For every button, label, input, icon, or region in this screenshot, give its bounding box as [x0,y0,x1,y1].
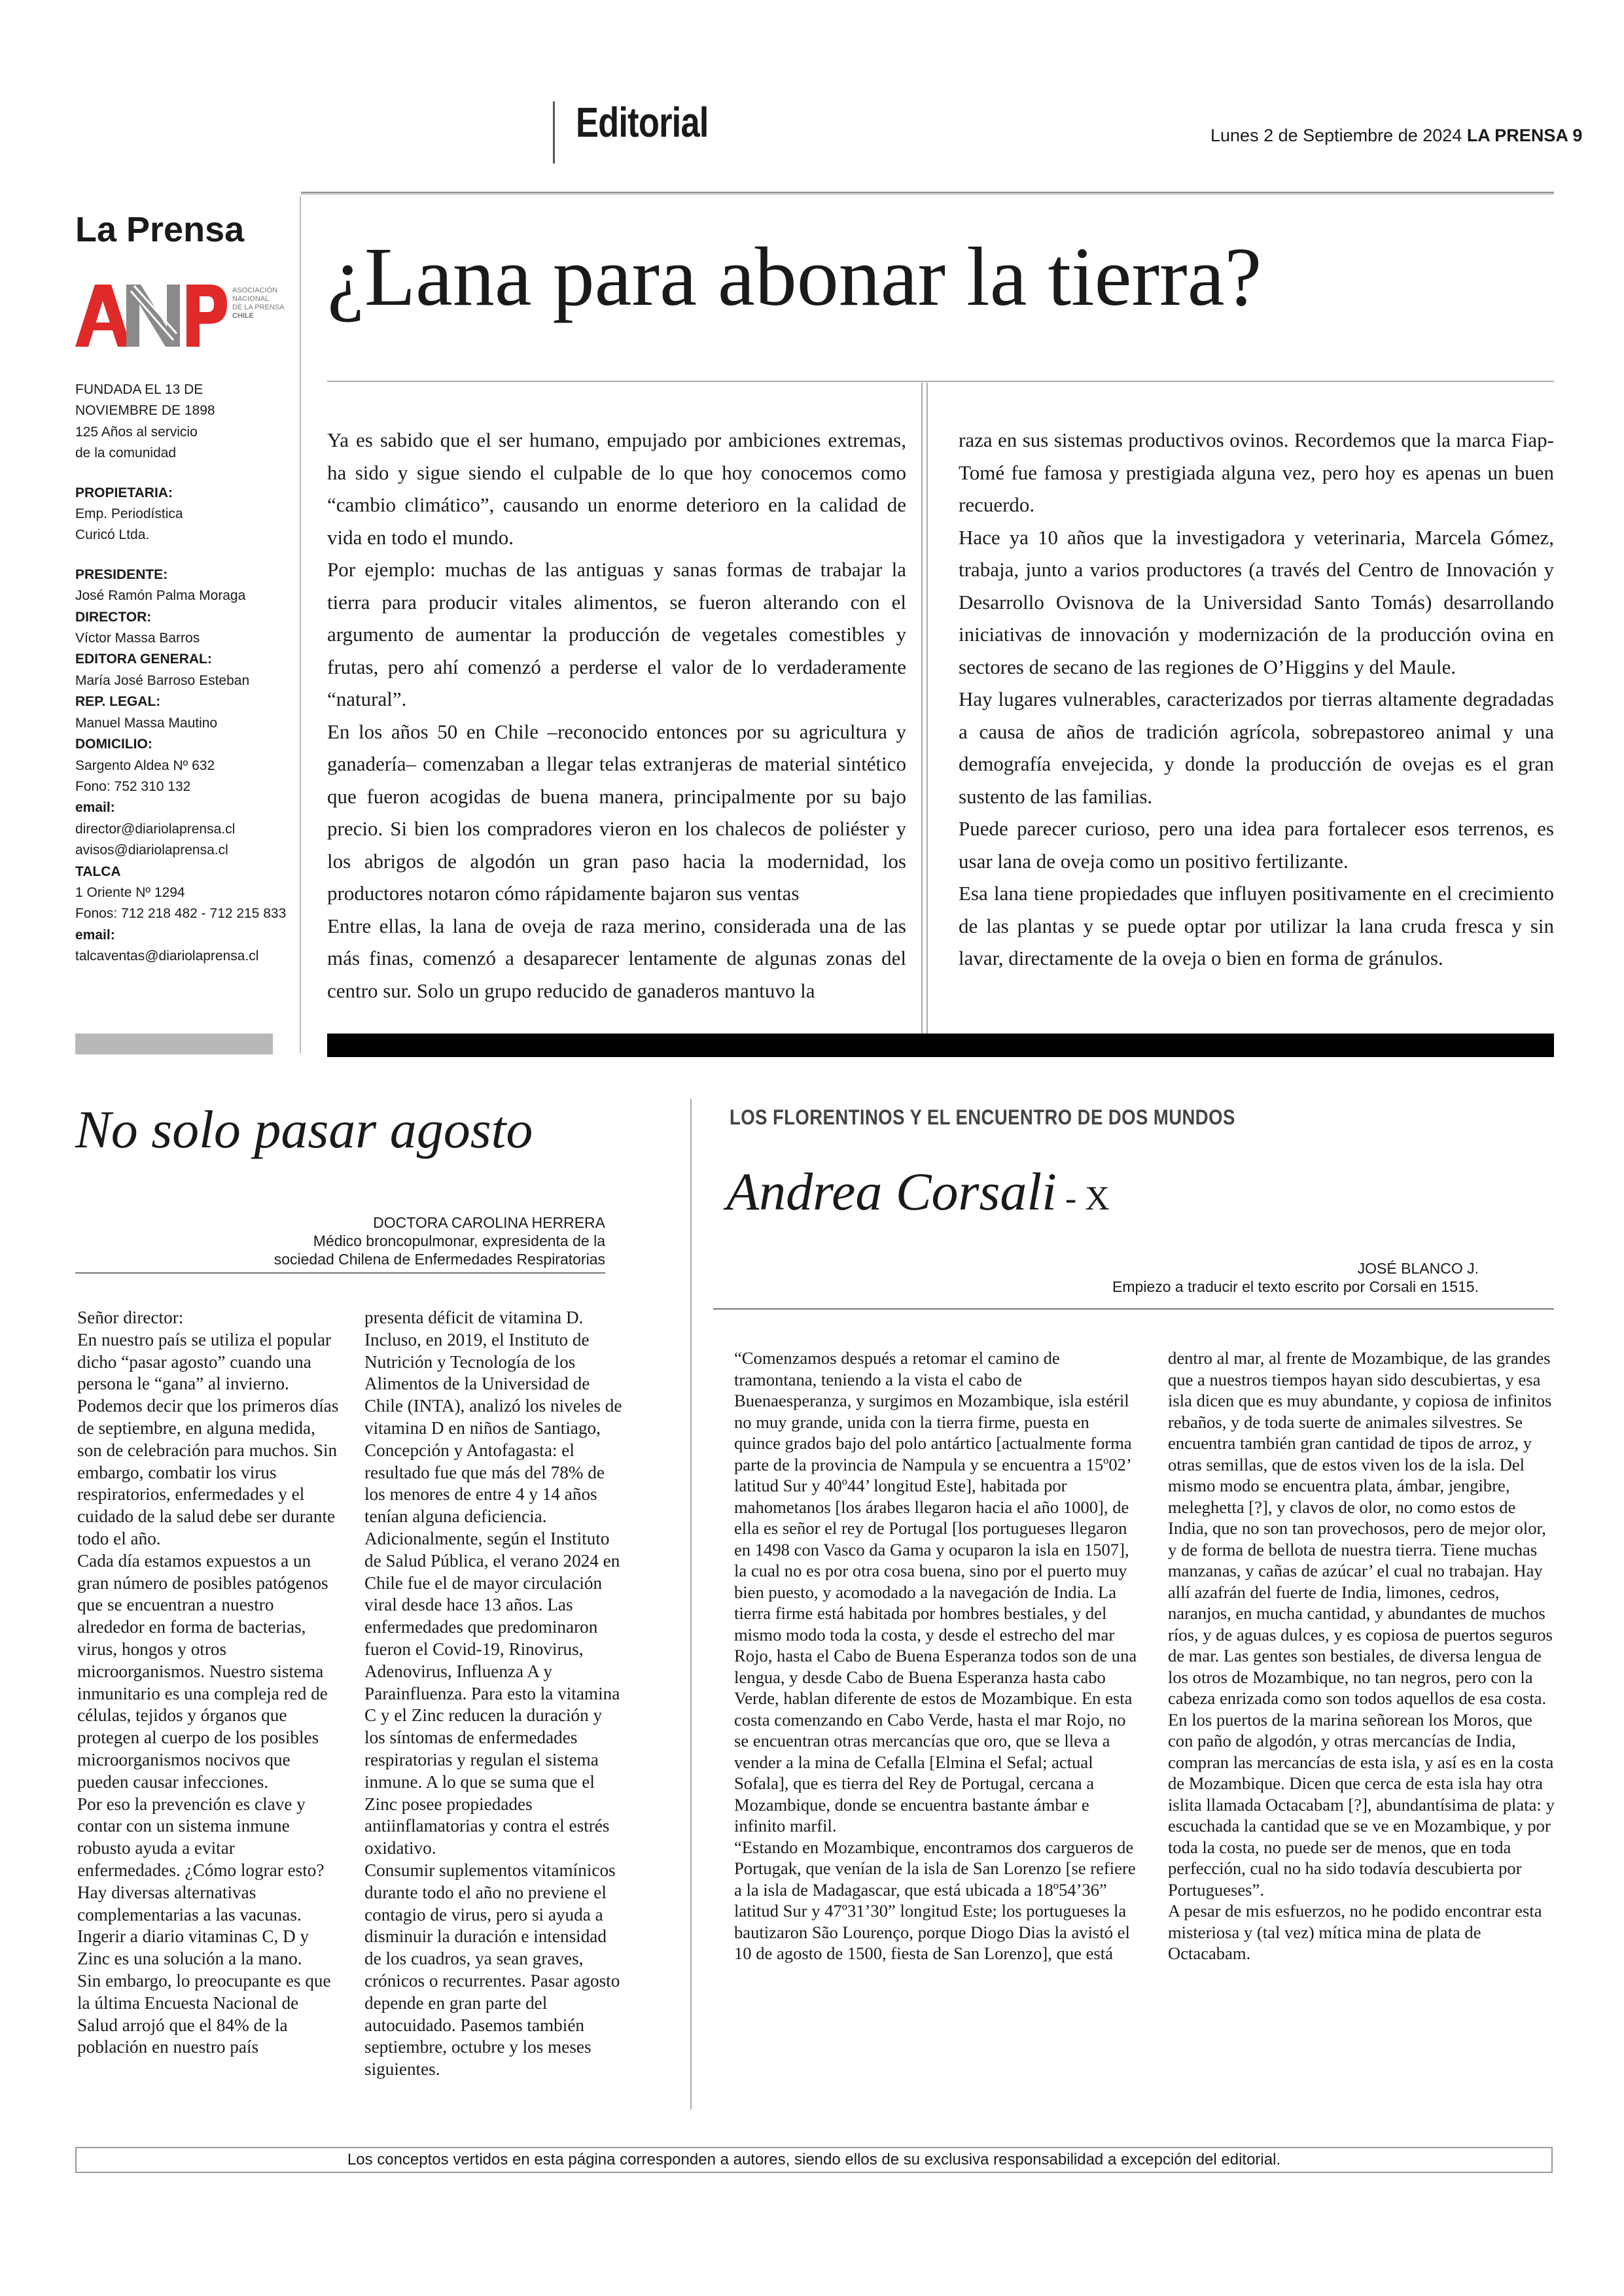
bottom-column-divider [690,1099,692,2110]
editor-name: María José Barroso Esteban [75,672,250,688]
article-paragraph: “Comenzamos después a retomar el camino de tramontana, teniendo a la vista el cabo de Buenaesperanza, y surgimos en Mozambique, isla estéril no muy grande, unida con la tierra firme, puesta en quince grados bajo del polo antártico [actualmente forma parte de la provincia de Nampula y se encuentra a 15º02’ latitud Sur y 40º44’ longitud Este], habitada por mahometanos [los árabes llegaron hacia el año 1000], de ella es señor el rey de Portugal [los portugueses llegaron en 1498 con Vasco da Gama y ocuparon la isla en 1507], la cual no es por otra cosa buena, sino por el puerto muy bien puesto, y acomodado a la navegación de India. La tierra firme está habitada por hombres bestiales, y del mismo modo toda la costa, y desde el estrecho del mar Rojo, hasta el Cabo de Buena Esperanza todos son de una lengua, y desde Cabo de Buena Esperanza hasta cabo Verde, hablan diferente de estos de Mozambique. En esta costa comenzando en Cabo Verde, hasta el mar Rojo, no se encuentran otras mercancías que oro, que se lleva a vender a la mina de Cefalla [Elmina el Sefal; actual Sofala], que es tierra del Rey de Portugal, cercana a Mozambique, donde se encuentra bastante ámbar e infinito marfil. [734,1348,1137,1835]
letter-paragraph: Señor director: [77,1308,184,1327]
letter-column-2 [364,1307,626,2081]
editorial-paragraph: Esa lana tiene propiedades que influyen positivamente en el crecimiento de las plantas y se puede optar por utilizar la lana cruda fresca y sin lavar, directamente de la oveja o bien en forma de gránulos. [959,882,1554,969]
editorial-column-2 [959,424,1554,975]
email-avisos[interactable]: avisos@diariolaprensa.cl [75,843,228,858]
editorial-column-divider-2 [927,383,928,1037]
header-date: Lunes 2 de Septiembre de 2024 [1210,126,1462,145]
letter-paragraph: En nuestro país se utiliza el popular dicho “pasar agosto” cuando una persona le “gana” al invierno. Podemos decir que los primeros días de septiembre, en alguna medida, son de celebración para muchos. Sin embargo, combatir los virus respiratorios, enfermedades y el cuidado de la salud debe ser durante todo el año. [77,1329,339,1548]
anniversary-line-2: de la comunidad [75,445,177,461]
editorial-column-1 [327,424,906,1007]
letter-author-role: Médico broncopulmonar, expresidenta de la sociedad Chilena de Enfermedades Respiratorias [274,1232,605,1268]
header-rule-thin [301,194,1554,195]
letter-paragraph: Consumir suplementos vitamínicos durante todo el año no previene el contagio de virus, pero si ayuda a disminuir la duración e intensidad de los cuadros, ya sean graves, crónicos o recurrentes. Pasar agosto depende en gran parte del autocuidado. Pasemos también septiembre, octubre y los meses siguientes. [364,1860,620,2079]
article-paragraph: dentro al mar, al frente de Mozambique, de las grandes que a nuestros tiempos hayan sido descubiertas, y esa isla dicen que es muy abundante, y copiosa de infinitos rebaños, y de toda suerte de animales silvestres. Se encuentra también gran cantidad de tipos de arroz, y otras semillas, que de estos viven los de la isla. Del mismo modo se encuentra plata, ámbar, jengibre, meleghetta [?], y clavos de olor, no como estos de India, que no son tan provechosos, pero de mejor olor, y de forma de bellota de nuestra tierra. Tiene muchas manzanas, y cañas de azúcar’ el cual no trabajan. Hay allí azafrán del fuerte de India, limones, cedros, naranjos, en mucha cantidad, y abundantes de muchos ríos, y de aguas dulces, y es copiosa de puertos seguros de mar. Las gentes son bestiales, de diversa lengua de los otros de Mozambique, no tan negros, pero con la cabeza enrizada como son todos aquellos de esa costa. En los puertos de la marina señorean los Moros, que con paño de algodón, y otras mercancías de India, compran las mercancías de esta isla, y así es en la costa de Mozambique. Dicen que cerca de esta isla hay otra islita llamada Octacabam [?], abundantísima de plata: y escuchada la cantidad que se ve en Mozambique, y por toda la costa, no puede ser de menos, que en toda perfección, cual no ha sido todavía descubierta por Portugueses”. [1168,1348,1555,1900]
article-column-1 [734,1348,1140,1964]
owner-line-1: Emp. Periodística [75,506,183,522]
header-rule [301,192,1554,194]
talca-label: TALCA [75,863,121,879]
article-title-suffix: - X [1056,1180,1110,1217]
talca-email[interactable]: talcaventas@diariolaprensa.cl [75,948,259,964]
article-kicker: LOS FLORENTINOS Y EL ENCUENTRO DE DOS MUNDOS [730,1105,1235,1129]
address-label: DOMICILIO: [75,737,152,752]
president-name: José Ramón Palma Moraga [75,588,246,604]
legal-label: REP. LEGAL: [75,694,161,710]
letter-rule [75,1272,605,1274]
editorial-paragraph: Puede parecer curioso, pero una idea para fortalecer esos terrenos, es usar lana de oveja como un positivo fertilizante. [959,817,1554,873]
talca-phones: Fonos: 712 218 482 - 712 215 833 [75,906,287,922]
article-title: Andrea Corsali [726,1162,1057,1221]
sidebar-bar [75,1034,273,1054]
letter-column-1 [77,1307,339,2059]
article-column-2 [1168,1348,1557,1964]
header-date-line [1210,126,1582,146]
editorial-paragraph: Entre ellas, la lana de oveja de raza merino, considerada una de las más finas, comenzó a desaparecer lentamente de algunas zonas del centro sur. Solo un grupo reducido de ganaderos mantuvo la [327,914,906,1002]
editorial-paragraph: Ya es sabido que el ser humano, empujado por ambiciones extremas, ha sido y sigue siendo el culpable de lo que hoy conocemos como “cambio climático”, causando un enorme deterioro en la calidad de vida en todo el mundo. [327,428,906,549]
letter-paragraph: Adicionalmente, según el Instituto de Salud Pública, el verano 2024 en Chile fue el de mayor circulación viral desde hace 13 años. Las enfermedades que predominaron fueron el Covid-19, Rinovirus, Adenovirus, Influenza A y Parainfluenza. Para esto la vitamina C y el Zinc reducen la duración y los síntomas de enfermedades respiratorias y regulan el sistema inmune. A lo que se suma que el Zinc posee propiedades antiinflamatorias y contra el estrés oxidativo. [364,1528,620,1858]
logo-caption-1: ASOCIACIÓN [232,287,278,294]
paper-name: La Prensa [75,210,245,249]
letter-paragraph: Sin embargo, lo preocupante es que la última Encuesta Nacional de Salud arrojó que el 84% de la población en nuestro país [77,1970,331,2057]
anp-logo-icon [75,278,285,350]
email-director[interactable]: director@diariolaprensa.cl [75,821,236,837]
sidebar-divider [300,196,301,1053]
editorial-paragraph: Hace ya 10 años que la investigadora y veterinaria, Marcela Gómez, trabaja, junto a varios productores (a través del Centro de Innovación y Desarrollo Ovisnova de la Universidad Santo Tomás) desarrollando iniciativas de innovación y modernización de la producción ovina en sectores de secano de las regiones de O’Higgins y del Maule. [959,525,1554,678]
founded-line-1: FUNDADA EL 13 DE [75,382,203,397]
article-rule [713,1308,1554,1310]
phone: Fono: 752 310 132 [75,778,191,794]
article-author: JOSÉ BLANCO J. [1357,1260,1479,1277]
legal-name: Manuel Massa Mautino [75,715,218,731]
president-label: PRESIDENTE: [75,566,168,582]
header-paper-page: LA PRENSA 9 [1466,126,1583,145]
logo-caption-4: CHILE [232,312,254,320]
article-author-note: Empiezo a traducir el texto escrito por Corsali en 1515. [1112,1278,1479,1295]
letter-title: No solo pasar agosto [75,1100,533,1159]
editor-label: EDITORA GENERAL: [75,652,212,667]
article-paragraph: “Estando en Mozambique, encontramos dos cargueros de Portugak, que venían de la isla de San Lorenzo [se refiere a la isla de Madagascar, que está ubicada a 18º54’36” latitud Sur y 47º31’30” longitud Este; los portugueses la bautizaron São Lourenço, porque Diogo Dias la avistó el 10 de agosto de 1500, fiesta de San Lorenzo], que está [734,1837,1136,1963]
editorial-paragraph: raza en sus sistemas productivos ovinos. Recordemos que la marca Fiap-Tomé fue famosa y prestigiada alguna vez, pero hoy es apenas un buen recuerdo. [959,428,1554,516]
talca-email-label: email: [75,927,115,943]
owner-label: PROPIETARIA: [75,485,173,500]
director-label: DIRECTOR: [75,609,152,625]
letter-byline [262,1213,605,1268]
article-title-line [726,1161,1110,1223]
article-paragraph: A pesar de mis esfuerzos, no he podido encontrar esta misteriosa y (tal vez) mítica mina de plata de Octacabam. [1168,1901,1542,1963]
anniversary-line-1: 125 Años al servicio [75,424,198,440]
anp-logo [75,278,285,350]
letter-paragraph: Cada día estamos expuestos a un gran número de posibles patógenos que se encuentran a nuestro alrededor en forma de bacterias, virus, hongos y otros microorganismos. Nuestro sistema inmunitario es una compleja red de células, tejidos y órganos que protegen al cuerpo de los posibles microorganismos nocivos que pueden causar infecciones. [77,1550,328,1792]
editorial-paragraph: En los años 50 en Chile –reconocido entonces por su agricultura y ganadería– comenzaban a llegar telas extranjeras de material sintético que fueron acogidas de buena manera, principalmente por su bajo precio. Si bien los compradores vieron en los chalecos de poliéster y los abrigos de algodón un gran paso hacia la modernidad, los productores notaron cómo rápidamente bajaron sus ventas [327,720,906,905]
logo-caption-3: DE LA PRENSA [232,304,285,311]
founded-line-2: NOVIEMBRE DE 1898 [75,403,215,419]
header-divider [553,101,555,164]
editorial-paragraph: Por ejemplo: muchas de las antiguas y sanas formas de trabajar la tierra para producir vitales alimentos, se fueron alterando con el argumento de aumentar la producción de vegetales comestibles y frutas, pero ahí comenzó a perderse el valor de lo verdaderamente “natural”. [327,558,906,710]
letter-paragraph: Por eso la prevención es clave y contar con un sistema inmune robusto ayuda a evitar enfermedades. ¿Cómo lograr esto? Hay diversas alternativas complementarias a las vacunas. Ingerir a diario vitaminas C, D y Zinc es una solución a la mano. [77,1794,325,1969]
editorial-column-divider [921,383,923,1037]
editorial-title: ¿Lana para abonar la tierra? [327,230,1262,323]
owner-line-2: Curicó Ltda. [75,527,150,543]
article-byline [981,1259,1479,1296]
editorial-rule [327,381,1554,382]
editorial-paragraph: Hay lugares vulnerables, caracterizados por tierras altamente degradadas a causa de años de tradición agrícola, sobrepastoreo animal y una demografía envejecida, y donde la producción de ovejas es el gran sustento de las familias. [959,687,1554,808]
letter-author: DOCTORA CAROLINA HERRERA [373,1214,605,1231]
address: Sargento Aldea Nº 632 [75,757,215,773]
section-title: Editorial [576,99,709,146]
email-label: email: [75,800,115,816]
director-name: Víctor Massa Barros [75,631,200,646]
letter-paragraph: presenta déficit de vitamina D. Incluso, en 2019, el Instituto de Nutrición y Tecnología de los Alimentos de la Universidad de Chile (INTA), analizó los niveles de vitamina D en niños de Santiago, Concepción y Antofagasta: el resultado fue que más del 78% de los menores de entre 4 y 14 años tenían alguna deficiencia. [364,1308,622,1527]
talca-address: 1 Oriente Nº 1294 [75,884,185,900]
footer-disclaimer: Los conceptos vertidos en esta página corresponden a autores, siendo ellos de su exclusiva responsabilidad a excepción del editorial. [75,2147,1553,2173]
masthead-info [75,379,291,967]
logo-caption-2: NACIONAL [232,295,270,303]
editorial-bottom-bar [327,1034,1554,1057]
